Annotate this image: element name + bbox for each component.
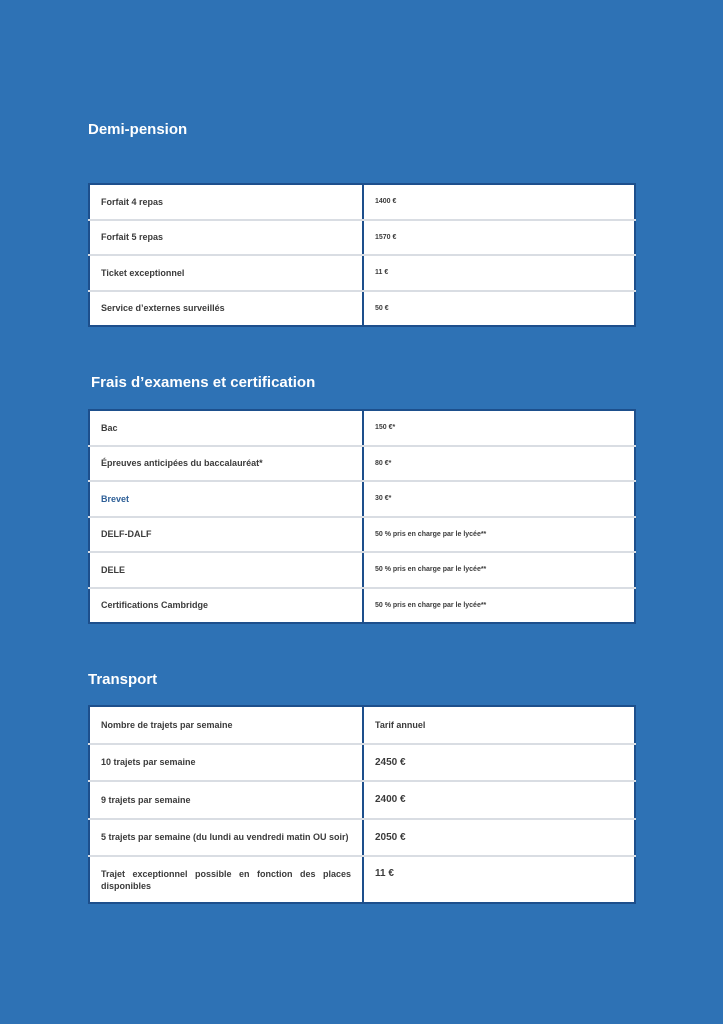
row-label: Bac xyxy=(89,410,363,446)
row-value: 1570 € xyxy=(363,220,635,256)
row-value: 50 € xyxy=(375,304,389,312)
row-value: 2050 € xyxy=(363,819,635,857)
table-row xyxy=(89,481,635,517)
section-title-demi-pension: Demi-pension xyxy=(88,121,188,138)
row-value: 150 €* xyxy=(363,410,635,446)
transport-table xyxy=(88,705,636,904)
row-label: 5 trajets par semaine (du lundi au vendredi matin OU soir) xyxy=(89,819,363,857)
row-value: 1400 € xyxy=(363,184,635,220)
table-row xyxy=(89,184,635,220)
table-header-row xyxy=(89,706,635,744)
section-title-examens: Frais d’examens et certification xyxy=(91,374,316,391)
row-label: Trajet exceptionnel possible en fonction des places disponibles xyxy=(89,856,363,903)
table-row xyxy=(89,255,635,291)
table-row xyxy=(89,410,635,446)
brevet-link[interactable]: Brevet xyxy=(89,481,363,517)
row-value: 11 € xyxy=(375,868,394,879)
table-row xyxy=(89,220,635,256)
table-row xyxy=(89,552,635,588)
table-row xyxy=(89,819,635,857)
section-title-transport: Transport xyxy=(88,671,158,688)
table-row xyxy=(89,517,635,553)
row-label: Service d’externes surveillés xyxy=(89,291,363,327)
table-row xyxy=(89,744,635,782)
table-row xyxy=(89,291,635,327)
row-value: 80 €* xyxy=(363,446,635,482)
row-label: Forfait 5 repas xyxy=(89,220,363,256)
row-label: DELF-DALF xyxy=(89,517,363,553)
row-label: DELE xyxy=(89,552,363,588)
row-label: 9 trajets par semaine xyxy=(89,781,363,819)
row-value: 50 % pris en charge par le lycée** xyxy=(363,517,635,553)
row-label: 10 trajets par semaine xyxy=(89,744,363,782)
table-row xyxy=(89,781,635,819)
row-value: 2450 € xyxy=(363,744,635,782)
row-label: Épreuves anticipées du baccalauréat* xyxy=(89,446,363,482)
header-label: Nombre de trajets par semaine xyxy=(89,706,363,744)
row-value: 11 € xyxy=(363,255,635,291)
examens-table xyxy=(88,409,636,624)
row-value: 50 % pris en charge par le lycée** xyxy=(363,552,635,588)
row-value: 2400 € xyxy=(363,781,635,819)
row-label: Certifications Cambridge xyxy=(89,588,363,624)
table-row xyxy=(89,588,635,624)
demi-pension-table xyxy=(88,183,636,327)
row-value: 30 €* xyxy=(363,481,635,517)
table-row xyxy=(89,446,635,482)
row-label: Forfait 4 repas xyxy=(89,184,363,220)
row-value: 50 % pris en charge par le lycée** xyxy=(375,601,487,609)
table-row xyxy=(89,856,635,903)
row-label: Ticket exceptionnel xyxy=(89,255,363,291)
header-value: Tarif annuel xyxy=(363,706,635,744)
